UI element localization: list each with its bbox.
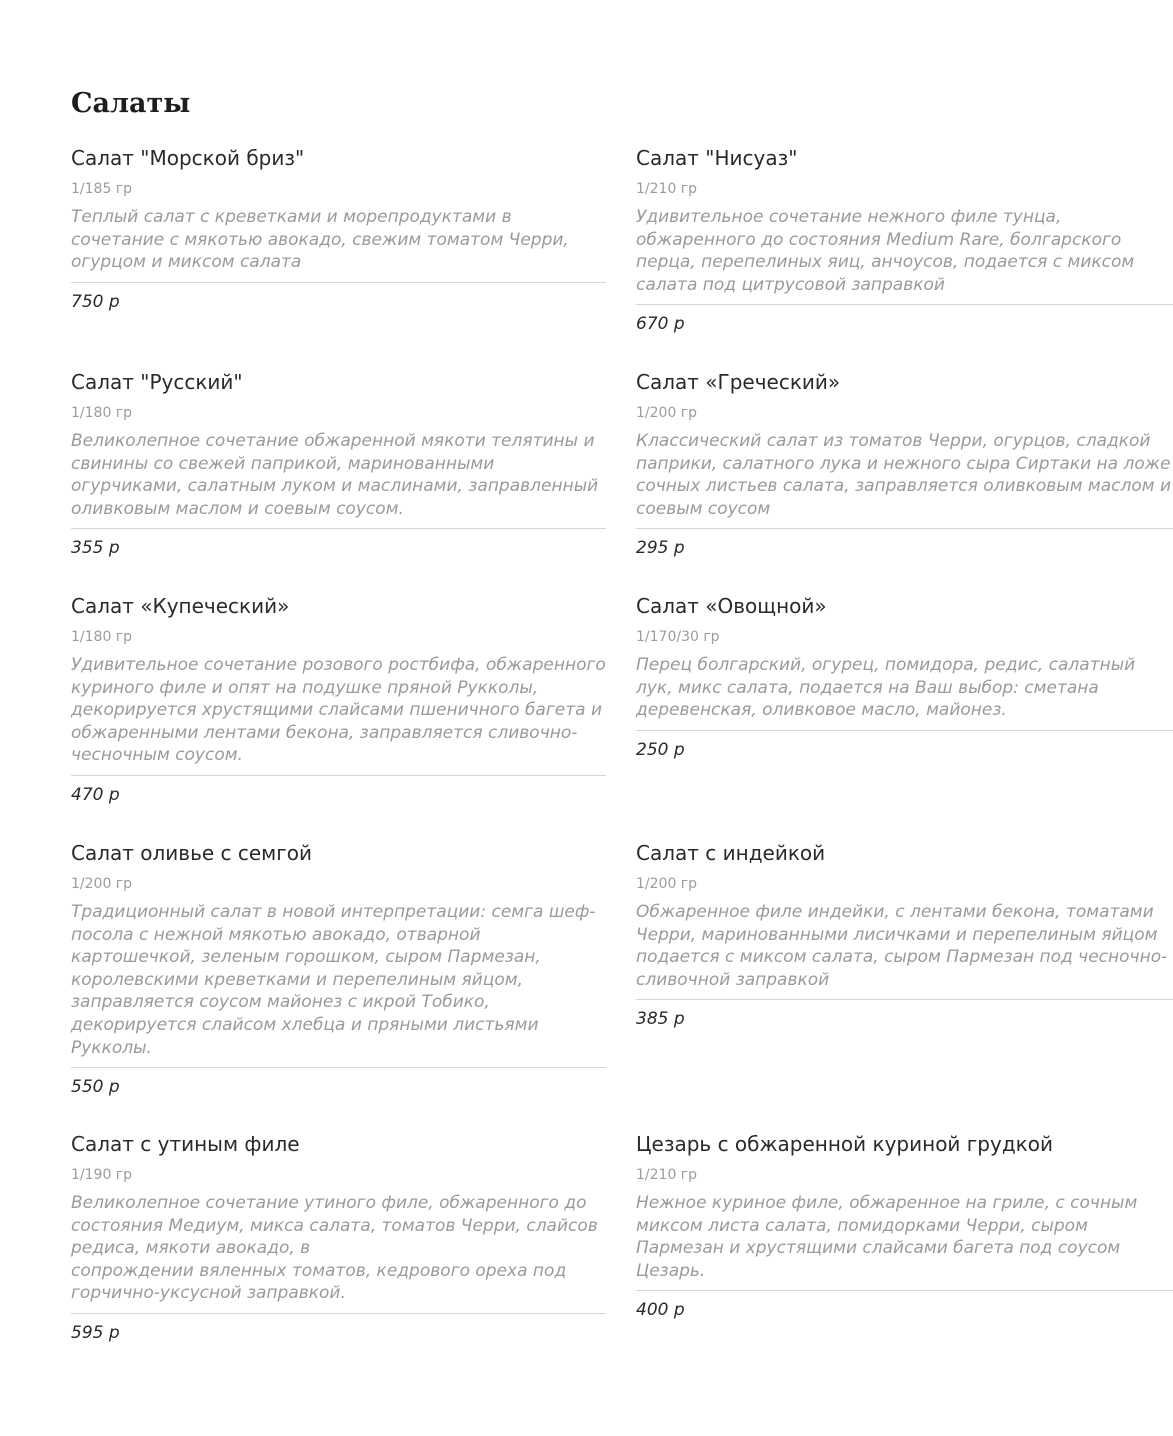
dish-card bbox=[636, 369, 1173, 559]
dish-name: Салат с индейкой bbox=[636, 841, 826, 865]
dish-card bbox=[71, 593, 606, 806]
dish-price: 670 р bbox=[636, 314, 685, 335]
dish-description: Обжаренное филе индейки, с лентами бекона, томатами Черри, маринованными лисичками и перепелиным яйцом подается с миксом салата, сыром Пармезан под чесночно- сливочной заправкой bbox=[636, 902, 1168, 990]
dish-name: Салат «Греческий» bbox=[636, 370, 841, 394]
dish-weight: 1/170/30 гр bbox=[636, 629, 720, 645]
dish-name: Салат «Овощной» bbox=[636, 594, 827, 618]
divider bbox=[636, 1290, 1173, 1291]
dish-card bbox=[71, 145, 606, 313]
dish-description: Удивительное сочетание розового ростбифа, обжаренного куриного филе и опят на подушке пряной Рукколы, декорируется хрустящими слайсами пшеничного багета и обжаренными лентами бекона, заправляется сливочно- чесночным соусом. bbox=[71, 655, 606, 766]
divider bbox=[636, 730, 1173, 731]
dish-description: Великолепное сочетание утиного филе, обжаренного до состояния Медиум, микса салата, томатов Черри, слайсов редиса, мякоти авокадо, в сопрождении вяленных томатов, кедрового ореха под горчично-уксусной заправкой. bbox=[71, 1193, 598, 1304]
divider bbox=[71, 775, 606, 776]
dish-name: Цезарь с обжаренной куриной грудкой bbox=[636, 1132, 1053, 1156]
dish-weight: 1/200 гр bbox=[636, 876, 698, 892]
dish-description: Удивительное сочетание нежного филе тунца, обжаренного до состояния Medium Rare, болгарского перца, перепелиных яиц, анчоусов, подается с миксом салата под цитрусовой заправкой bbox=[636, 207, 1135, 295]
dish-card bbox=[71, 369, 606, 559]
divider bbox=[71, 282, 606, 283]
dish-card bbox=[636, 840, 1173, 1030]
dish-name: Салат "Нисуаз" bbox=[636, 146, 798, 170]
dish-weight: 1/210 гр bbox=[636, 1167, 698, 1183]
dish-name: Салат "Русский" bbox=[71, 370, 243, 394]
dish-description: Классический салат из томатов Черри, огурцов, сладкой паприки, салатного лука и нежного сыра Сиртаки на ложе сочных листьев салата, заправляется оливковым маслом и соевым соусом bbox=[636, 431, 1172, 519]
dish-weight: 1/200 гр bbox=[71, 876, 133, 892]
dish-weight: 1/200 гр bbox=[636, 405, 698, 421]
dish-price: 295 р bbox=[636, 538, 685, 559]
dish-price: 595 р bbox=[71, 1322, 120, 1343]
divider bbox=[71, 1067, 606, 1068]
divider bbox=[636, 528, 1173, 529]
dish-price: 750 р bbox=[71, 291, 120, 312]
dish-name: Салат «Купеческий» bbox=[71, 594, 290, 618]
dish-weight: 1/180 гр bbox=[71, 629, 133, 645]
section-title: Салаты bbox=[71, 88, 191, 119]
dish-price: 250 р bbox=[636, 739, 685, 760]
dish-weight: 1/190 гр bbox=[71, 1167, 133, 1183]
dish-card bbox=[636, 593, 1173, 761]
dish-price: 470 р bbox=[71, 784, 120, 805]
dish-description: Теплый салат с креветками и морепродуктами в сочетание с мякотью авокадо, свежим томатом Черри, огурцом и миксом салата bbox=[71, 207, 569, 273]
divider bbox=[636, 999, 1173, 1000]
dish-name: Салат "Морской бриз" bbox=[71, 146, 305, 170]
dish-description: Великолепное сочетание обжаренной мякоти телятины и свинины со свежей паприкой, маринованными огурчиками, салатным луком и маслинами, заправленный оливковым маслом и соевым соусом. bbox=[71, 431, 599, 519]
divider bbox=[71, 528, 606, 529]
dish-description: Традиционный салат в новой интерпретации: семга шеф- посола с нежной мякотью авокадо, отварной картошечкой, зеленым горошком, сыром Пармезан, королевскими креветками и перепелиным яйцом, заправляется соусом майонез с икрой Тобико, декорируется слайсом хлебца и пряными листьями Рукколы. bbox=[71, 902, 596, 1058]
divider bbox=[71, 1313, 606, 1314]
dish-weight: 1/210 гр bbox=[636, 181, 698, 197]
dish-name: Салат оливье с семгой bbox=[71, 841, 313, 865]
divider bbox=[636, 304, 1173, 305]
dish-price: 385 р bbox=[636, 1009, 685, 1030]
dish-card bbox=[636, 1131, 1173, 1321]
dish-card bbox=[71, 1131, 606, 1344]
dish-weight: 1/185 гр bbox=[71, 181, 133, 197]
dish-price: 550 р bbox=[71, 1077, 120, 1098]
dish-price: 400 р bbox=[636, 1300, 685, 1321]
dish-weight: 1/180 гр bbox=[71, 405, 133, 421]
dish-price: 355 р bbox=[71, 538, 120, 559]
dish-name: Салат с утиным филе bbox=[71, 1132, 300, 1156]
dish-card bbox=[71, 840, 606, 1098]
dish-description: Нежное куриное филе, обжаренное на гриле, с сочным миксом листа салата, помидорками Черри, сыром Пармезан и хрустящими слайсами багета под соусом Цезарь. bbox=[636, 1193, 1138, 1281]
dish-description: Перец болгарский, огурец, помидора, редис, салатный лук, микс салата, подается на Ваш выбор: сметана деревенская, оливковое масло, майонез. bbox=[636, 655, 1136, 721]
dish-card bbox=[636, 145, 1173, 335]
